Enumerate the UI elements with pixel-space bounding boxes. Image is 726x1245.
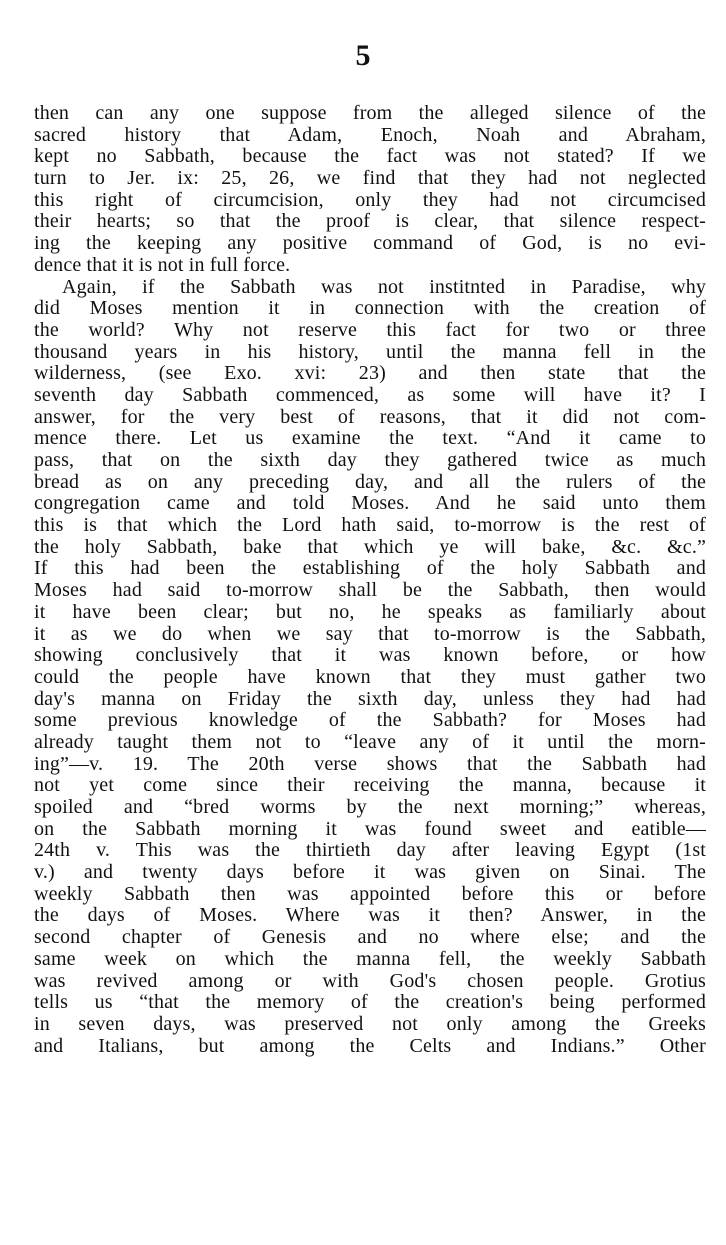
text-line: dence that it is not in full force. [34,253,291,276]
text-line: bread as on any preceding day, and all the rulers of the [34,470,706,493]
text-line: answer, for the very best of reasons, that it did not com- [34,405,706,428]
text-line: ing”—v. 19. The 20th verse shows that the Sabbath had [34,752,706,775]
text-line: congregation came and told Moses. And he said unto them [34,492,706,515]
text-line: did Moses mention it in connection with the creation of [34,297,706,320]
body-text [34,103,706,1057]
text-line: thousand years in his history, until the manna fell in the [34,340,706,363]
text-line: Moses had said to-morrow shall be the Sabbath, then would [34,579,706,602]
text-line: the holy Sabbath, bake that which ye will bake, &c. &c.” [34,535,706,558]
text-line: seventh day Sabbath commenced, as some will have it? I [34,383,706,406]
text-line: already taught them not to “leave any of it until the morn- [34,730,706,753]
text-line: it have been clear; but no, he speaks as familiarly about [34,600,706,623]
text-line: 24th v. This was the thirtieth day after leaving Egypt (1st [34,839,706,862]
text-line: sacred history that Adam, Enoch, Noah and Abraham, [34,123,706,146]
text-line: same week on which the manna fell, the weekly Sabbath [34,947,706,970]
text-line: mence there. Let us examine the text. “And it came to [34,427,706,450]
text-line: it as we do when we say that to-morrow is the Sabbath, [34,622,706,645]
text-line: was revived among or with God's chosen people. Grotius [34,969,706,992]
text-line: ing the keeping any positive command of God, is no evi- [34,232,706,255]
text-line: v.) and twenty days before it was given on Sinai. The [34,861,706,884]
text-line: on the Sabbath morning it was found sweet and eatible— [34,817,706,840]
text-line: some previous knowledge of the Sabbath? for Moses had [34,709,706,732]
text-line: Again, if the Sabbath was not institnted in Paradise, why [62,275,706,298]
text-line: turn to Jer. ix: 25, 26, we find that they had not neglected [34,167,706,190]
text-line: showing conclusively that it was known before, or how [34,644,706,667]
text-line: then can any one suppose from the alleged silence of the [34,102,706,124]
text-line: could the people have known that they must gather two [34,665,706,688]
text-line: their hearts; so that the proof is clear, that silence respect- [34,210,706,233]
text-line: tells us “that the memory of the creation's being performed [34,991,706,1014]
text-line: the world? Why not reserve this fact for two or three [34,318,706,341]
text-line: this is that which the Lord hath said, to-morrow is the rest of [34,514,706,537]
text-line: in seven days, was preserved not only among the Greeks [34,1012,706,1035]
text-line: wilderness, (see Exo. xvi: 23) and then state that the [34,362,706,385]
text-line: weekly Sabbath then was appointed before this or before [34,882,706,905]
page-number: 5 [355,39,371,72]
text-line: pass, that on the sixth day they gathered twice as much [34,449,706,471]
text-line: second chapter of Genesis and no where else; and the [34,926,706,949]
text-line: day's manna on Friday the sixth day, unless they had had [34,687,706,710]
text-line: If this had been the establishing of the holy Sabbath and [34,557,706,580]
text-line: spoiled and “bred worms by the next morning;” whereas, [34,796,706,818]
text-line: the days of Moses. Where was it then? Answer, in the [34,904,706,927]
text-line: this right of circumcision, only they had not circumcised [34,188,706,211]
text-line: kept no Sabbath, because the fact was not stated? If we [34,145,706,168]
text-line: not yet come since their receiving the manna, because it [34,774,706,797]
text-line: and Italians, but among the Celts and Indians.” Other [34,1034,706,1057]
